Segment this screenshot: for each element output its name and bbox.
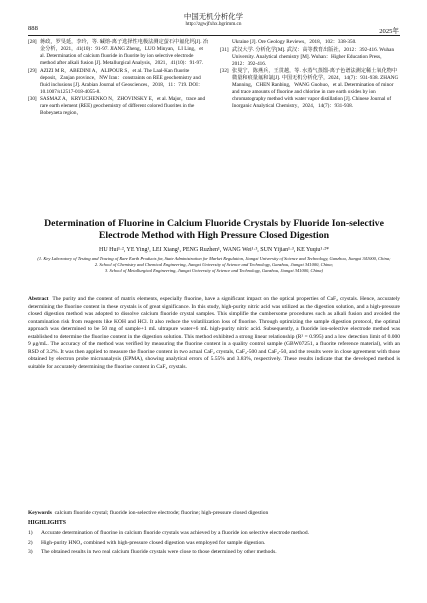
highlight-text: High-purity HNO₃ combined with high-pressure closed digestion was employed for sample digestion. [41,539,266,546]
highlight-text: The obtained results in two real calcium fluoride crystals were close to those determined by other methods. [41,549,277,555]
reference-text: SASMAZ A，KRYUCHENKO N，ZHOVINSKY E，et al. Major，trace and rare earth element (REE) geochemistry of different colored fluorites in the Bobeyaeta region， [40,96,206,117]
reference-text: Ukraine [J]. Ore Geology Reviews，2018，102：338-350. [232,39,357,45]
reference-item [220,39,400,46]
journal-name: 中国无机分析化学 [183,12,244,21]
highlight-number: 2) [28,539,33,546]
reference-item [220,47,400,68]
affiliation-list [36,256,392,275]
reference-number: [29] [28,67,37,74]
reference-item [220,68,400,110]
abstract-label: Abstract [28,296,49,302]
keywords-text: calcium fluoride crystal; fluoride ion-selective electrode; fluorine; high-pressure closed digestion [54,510,269,516]
highlight-item [28,530,400,538]
abstract-text: The purity and the content of matrix elements, especially fluorine, have a significant impact on the optical properties of CaF₂ crystals. Hence, accurately determining the fluorine content in these crystals is of great significance. In this study, high-purity nitric acid was utilized as the digestion solution, and a high-pressure closed digestion method was adopted to dissolve calcium fluoride crystal samples. This simplifie the cumbersome procedures such as alkali fusion and avoided the contamination risk from reagents like KOH and HCl. It also reduce the volatilization loss of fluorine. Through optimizing the sample digestion protocol, the optimal approach was determined to be 50 mg of sample+1 mL ultrapure water+6 mL high-purity nitric acid. Subsequently, a fluoride ion-selective electrode method was established to determine the fluorine content in the digestion solution. This method exhibited a strong linear relationship (R² = 0.995) and a low detection limit of 0.000 9 μg/mL. The accuracy of the method was verified by measuring the fluorine content in a quality control sample (GBW07251, a fluorite reference material), with an RSD of 3.2%. It was then applied to measure the fluorine content in two actual CaF₂ crystals, CaF₂-500 and CaF₂-50, and the results were in close agreement with those obtained by electron probe microanalysis (EPMA), showing analytical errors of 5.55% and 3.83%, respectively. These results indicate that the developed method is suitable for accurately determining the fluorine content in CaF₂ crystals. [28,296,400,370]
highlight-item [28,549,400,557]
highlight-text: Accurate determination of fluorine in calcium fluoride crystals was achieved by a fluoride ion selective electrode method. [41,530,310,536]
page-number: 888 [28,25,38,32]
keywords-label: Keywords [28,510,52,516]
abstract [28,296,400,371]
publication-year: 2025年 [379,28,399,35]
reference-item [28,96,208,117]
reference-text: 武汉大学. 分析化学[M]. 武汉：高等教育出版社，2012：392-416. Wuhan University. Analytical chemistry [M]. Wuhan：Higher Education Press，2012：392-416. [232,46,395,67]
reference-text: AZIZI M R，ABEDINI A，ALIPOUR S，et al. The Laal-Kan fluorite deposit，Zanjan province，NW Iran：constraints on REE geochemistry and fluid inclusions [J]. Arabian Journal of Geosciences，2018，11：719. DOI：10.1007/s12517-018-4055-8. [40,67,204,95]
header-divider [28,35,400,36]
highlight-item [28,540,400,548]
reference-item [28,68,208,96]
author-list: HU Hui¹·², YE Ying¹, LEI Xiang¹, PENG Ruzhen¹, WANG Wei¹·³, SUN Yijian¹·³, KE Yuqiu¹·²* [98,247,329,253]
affiliation: 2. School of Chemistry and Chemical Engineering, Jiangxi University of Science and Technology, Ganzhou, Jiangxi 341000, China; [94,262,334,268]
reference-number: [30] [28,96,37,103]
journal-url[interactable]: http://zgwjfxhx.bgrimm.cn [185,21,242,27]
highlights-list [28,530,400,559]
reference-column-left [28,39,208,118]
reference-text: 张曼宁，陈燕兵，王贯越，等. 水蒸气蒸馏-离子色谱法测定稀土氧化物中微量和痕量氟和氯[J]. 中国无机分析化学，2024，14(7)：931-938. ZHANG Manning，CHEN Ranbing，WANG Guohuo，et al. Determination of minor and trace amounts of fluorine and chlorine in rare earth oxides by ion chromatography method with water vapor distillation [J]. Chinese Journal of Inorganic Analytical Chemistry，2024，14(7)：931-938. [232,68,399,110]
highlights-heading: HIGHLIGHTS [28,520,67,526]
keywords [28,510,400,518]
highlight-number: 3) [28,549,33,555]
reference-number: [28] [28,39,37,45]
reference-number: [31] [220,46,229,53]
highlight-number: 1) [28,530,33,536]
article-title: Determination of Fluorine in Calcium Fluoride Crystals by Fluoride Ion-selective Electrode Method with High Pressure Closed Digestion [44,218,384,242]
affiliation: (1. Key Laboratory of Testing and Tracing of Rare Earth Products for, State Administration for Market Regulation, Jiangxi University of Science and Technology, Ganzhou, Jiangxi 341000, China; [37,256,391,261]
affiliation: 3. School of Metallurgical Engineering, Jiangxi University of Science and Technology, Ganzhou, Jiangxi 341000, China) [104,268,323,274]
reference-column-right [220,39,400,111]
reference-number: [32] [220,68,229,75]
reference-text: 蒋政，罗旻延，李玲，等. 碱熔-离子选择性电极法测定萤石中氟化钙[J]. 冶金分析，2021，41(10)：91-97. JIANG Zheng，LUO Minyan，LI Ling，et al. Determination of calcium fluoride in fluorite by ion selective electrode method after alkali fusion [J]. Metallurgical Analysis，2021，41(10)：91-97. [40,39,209,67]
reference-item [28,39,208,67]
